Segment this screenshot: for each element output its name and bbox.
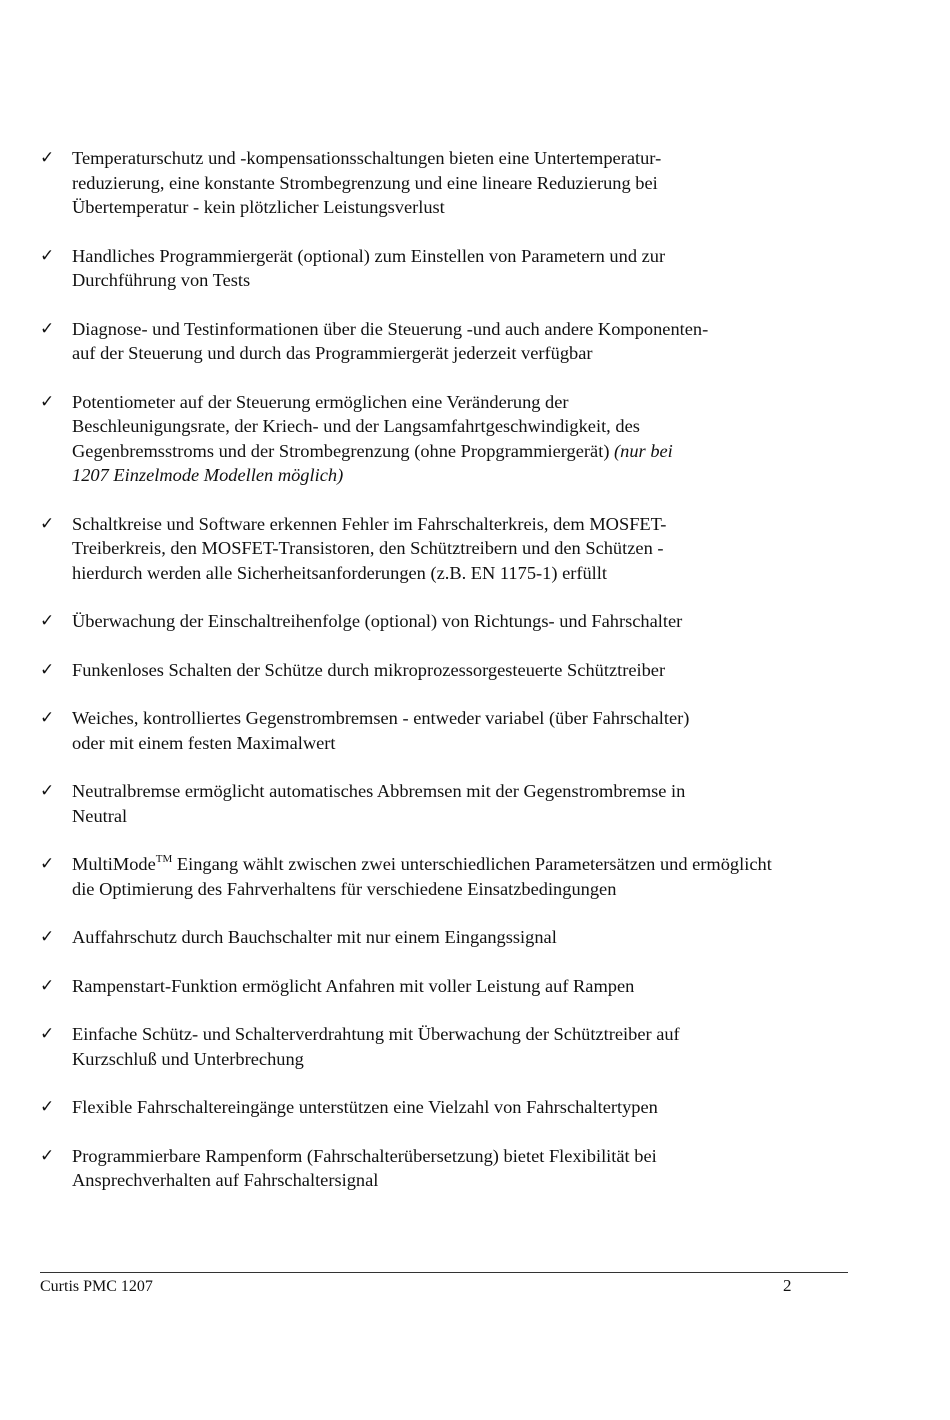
italic-note: (nur bei <box>614 440 673 461</box>
text-line <box>72 1168 860 1193</box>
text-line <box>72 171 860 196</box>
text-segment: Diagnose- und Testinformationen über die Steuerung -und auch andere Komponenten- <box>72 318 709 339</box>
checkmark-icon: ✓ <box>40 245 55 266</box>
list-item-text <box>72 1144 860 1193</box>
text-line <box>72 195 860 220</box>
text-line <box>72 1047 860 1072</box>
text-line <box>72 804 860 829</box>
checkmark-icon: ✓ <box>40 611 55 631</box>
text-line <box>72 1022 860 1047</box>
text-line <box>72 852 860 877</box>
checkmark-icon: ✓ <box>40 148 55 168</box>
text-segment: Beschleunigungsrate, der Kriech- und der Langsamfahrtgeschwindigkeit, des <box>72 416 640 436</box>
list-item-text <box>72 974 860 999</box>
list-item-text <box>72 1022 860 1071</box>
list-item-text <box>72 244 860 293</box>
text-segment: Handliches Programmiergerät (optional) zum Einstellen von Parametern und zur <box>72 245 666 266</box>
list-item <box>40 658 860 683</box>
text-segment: Ansprechverhalten auf Fahrschaltersignal <box>72 1170 379 1190</box>
text-segment: Auffahrschutz durch Bauchschalter mit nur einem Eingangssignal <box>72 927 557 947</box>
text-segment: Treiberkreis, den MOSFET-Transistoren, den Schütztreibern und den Schützen - <box>72 538 664 558</box>
text-segment: oder mit einem festen Maximalwert <box>72 732 336 753</box>
text-line <box>72 561 860 586</box>
list-item <box>40 1095 860 1120</box>
list-item <box>40 852 860 901</box>
text-line <box>72 512 860 537</box>
checkmark-icon: ✓ <box>40 975 55 996</box>
text-segment: Eingang wählt zwischen zwei unterschiedlichen Parametersätzen und ermöglicht <box>172 854 772 874</box>
text-line <box>72 268 860 293</box>
text-line <box>72 877 860 902</box>
text-segment: die Optimierung des Fahrverhaltens für verschiedene Einsatzbedingungen <box>72 878 617 899</box>
list-item <box>40 512 860 586</box>
text-line <box>72 390 860 415</box>
checkmark-icon: ✓ <box>40 1024 55 1044</box>
checkmark-icon: ✓ <box>40 927 55 947</box>
text-line <box>72 731 860 756</box>
checkmark-icon: ✓ <box>40 1145 55 1166</box>
list-item <box>40 609 860 634</box>
checkmark-icon: ✓ <box>40 708 55 728</box>
checkmark-icon: ✓ <box>40 854 55 874</box>
list-item-text <box>72 925 860 950</box>
text-line <box>72 439 860 464</box>
list-item-text <box>72 779 860 828</box>
list-item-text <box>72 706 860 755</box>
list-item <box>40 1144 860 1193</box>
text-line <box>72 317 860 342</box>
trademark-superscript: TM <box>155 853 173 865</box>
list-item <box>40 974 860 999</box>
list-item <box>40 706 860 755</box>
feature-list <box>40 146 860 1193</box>
text-line <box>72 1144 860 1169</box>
text-segment: hierdurch werden alle Sicherheitsanforderungen (z.B. EN 1175-1) erfüllt <box>72 562 607 583</box>
text-line <box>72 341 860 366</box>
text-segment: Einfache Schütz- und Schalterverdrahtung mit Überwachung der Schütztreiber auf <box>72 1024 680 1044</box>
text-segment: Programmierbare Rampenform (Fahrschalterübersetzung) bietet Flexibilität bei <box>72 1145 657 1166</box>
text-line <box>72 463 860 488</box>
text-segment: Potentiometer auf der Steuerung ermöglichen eine Veränderung der <box>72 391 569 412</box>
text-segment: Übertemperatur - kein plötzlicher Leistungsverlust <box>72 197 445 217</box>
text-segment: Durchführung von Tests <box>72 270 251 290</box>
text-line <box>72 706 860 731</box>
text-segment: Neutral <box>72 805 128 826</box>
text-segment: auf der Steuerung und durch das Programmiergerät jederzeit verfügbar <box>72 343 593 363</box>
list-item-text <box>72 609 860 634</box>
list-item-text <box>72 658 860 683</box>
text-segment: Flexible Fahrschaltereingänge unterstützen eine Vielzahl von Fahrschaltertypen <box>72 1097 658 1117</box>
list-item-text <box>72 852 860 901</box>
list-item <box>40 244 860 293</box>
text-segment: Neutralbremse ermöglicht automatisches Abbremsen mit der Gegenstrombremse in <box>72 781 686 801</box>
list-item-text <box>72 146 860 220</box>
checkmark-icon: ✓ <box>40 391 55 412</box>
text-line <box>72 244 860 269</box>
text-line <box>72 1095 860 1120</box>
text-line <box>72 146 860 171</box>
list-item <box>40 317 860 366</box>
checkmark-icon: ✓ <box>40 1097 55 1117</box>
text-line <box>72 658 860 683</box>
text-segment: reduzierung, eine konstante Strombegrenzung und eine lineare Reduzierung bei <box>72 172 658 193</box>
list-item-text <box>72 512 860 586</box>
list-item-text <box>72 1095 860 1120</box>
list-item <box>40 390 860 488</box>
checkmark-icon: ✓ <box>40 513 55 534</box>
footer-divider <box>40 1272 848 1273</box>
text-segment: Temperaturschutz und -kompensationsschaltungen bieten eine Untertemperatur- <box>72 148 662 168</box>
text-segment: Schaltkreise und Software erkennen Fehler im Fahrschalterkreis, dem MOSFET- <box>72 513 667 534</box>
page-number: 2 <box>783 1276 792 1295</box>
text-segment: MultiMode <box>72 854 156 874</box>
text-line <box>72 925 860 950</box>
text-segment: Gegenbremsstroms und der Strombegrenzung (ohne Propgrammiergerät) <box>72 440 615 461</box>
text-line <box>72 536 860 561</box>
list-item <box>40 779 860 828</box>
list-item <box>40 1022 860 1071</box>
list-item-text <box>72 317 860 366</box>
text-segment: Rampenstart-Funktion ermöglicht Anfahren mit voller Leistung auf Rampen <box>72 975 635 996</box>
checkmark-icon: ✓ <box>40 781 55 801</box>
text-line <box>72 779 860 804</box>
text-segment: Überwachung der Einschaltreihenfolge (optional) von Richtungs- und Fahrschalter <box>72 611 683 631</box>
italic-note: 1207 Einzelmode Modellen möglich) <box>72 465 344 485</box>
list-item-text <box>72 390 860 488</box>
text-segment: Funkenloses Schalten der Schütze durch mikroprozessorgesteuerte Schütztreiber <box>72 659 666 680</box>
text-segment: Weiches, kontrolliertes Gegenstrombremsen - entweder variabel (über Fahrschalter) <box>72 708 690 728</box>
list-item <box>40 146 860 220</box>
footer-product-name: Curtis PMC 1207 <box>40 1278 153 1295</box>
text-line <box>72 414 860 439</box>
checkmark-icon: ✓ <box>40 659 55 680</box>
list-item <box>40 925 860 950</box>
checkmark-icon: ✓ <box>40 318 55 339</box>
text-line <box>72 974 860 999</box>
text-line <box>72 609 860 634</box>
text-segment: Kurzschluß und Unterbrechung <box>72 1048 304 1069</box>
